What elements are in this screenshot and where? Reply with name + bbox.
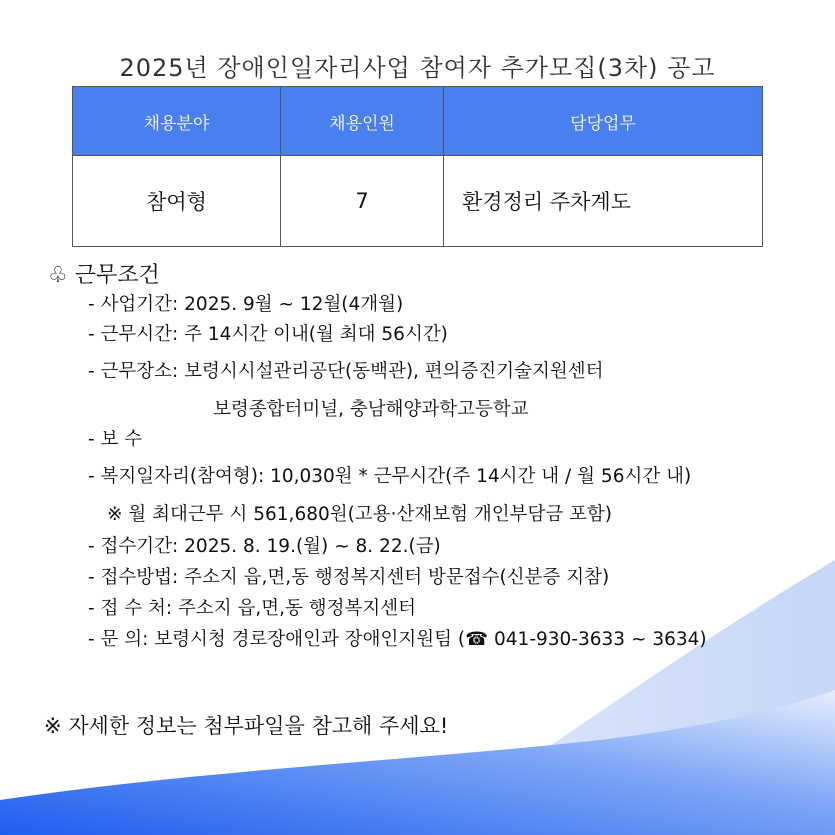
- section-label: 근무조건: [74, 263, 160, 288]
- line-wage: - 복지일자리(참여형): 10,030원 * 근무시간(주 14시간 내 / 월 56시간 내): [88, 466, 692, 487]
- line-apply-place: - 접 수 처: 주소지 읍,면,동 행정복지센터: [88, 598, 417, 619]
- cell-field: 참여형: [73, 156, 281, 247]
- line-apply-method: - 접수방법: 주소지 읍,면,동 행정복지센터 방문접수(신분증 지참): [88, 567, 610, 588]
- cell-count: 7: [281, 156, 444, 247]
- line-place: - 근무장소: 보령시시설관리공단(동백관), 편의증진기술지원센터: [88, 361, 604, 382]
- line-apply-period: - 접수기간: 2025. 8. 19.(월) ~ 8. 22.(금): [88, 536, 441, 557]
- page-title: 2025년 장애인일자리사업 참여자 추가모집(3차) 공고: [119, 54, 716, 82]
- table-header-row: [73, 87, 763, 156]
- recruitment-table: [72, 86, 763, 247]
- header-field: 채용분야: [73, 87, 281, 156]
- line-contact: - 문 의: 보령시청 경로장애인과 장애인지원팀 (☎ 041-930-3633 ~ 3634): [88, 629, 707, 650]
- header-count: 채용인원: [281, 87, 444, 156]
- line-pay: - 보 수: [88, 429, 143, 450]
- cell-duty: 환경정리 주차계도: [444, 156, 763, 247]
- line-max-pay: ※ 월 최대근무 시 561,680원(고용·산재보험 개인부담금 포함): [107, 504, 613, 525]
- section-heading: [48, 258, 160, 289]
- line-period: - 사업기간: 2025. 9월 ~ 12월(4개월): [88, 294, 404, 315]
- table-row: [73, 156, 763, 247]
- line-hours: - 근무시간: 주 14시간 이내(월 최대 56시간): [88, 324, 448, 345]
- header-duty: 담당업무: [444, 87, 763, 156]
- attachment-note: ※ 자세한 정보는 첨부파일을 참고해 주세요!: [44, 714, 449, 738]
- club-icon: ♧: [48, 263, 68, 288]
- line-place-cont: 보령종합터미널, 충남해양과학고등학교: [213, 399, 529, 420]
